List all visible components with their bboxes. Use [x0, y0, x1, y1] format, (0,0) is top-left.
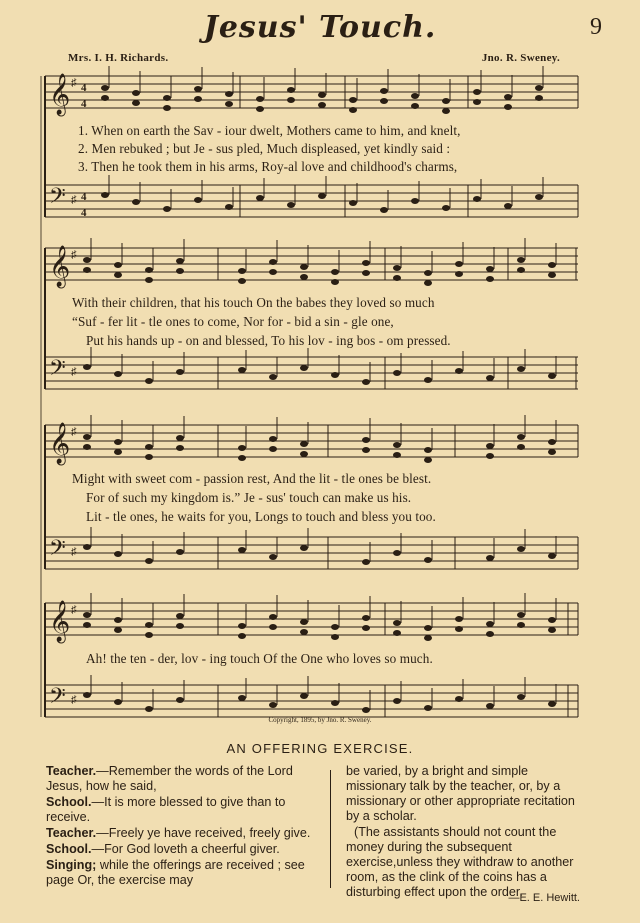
note-head	[504, 203, 512, 209]
note-head	[362, 437, 370, 443]
note-head	[362, 447, 370, 453]
note-head	[269, 374, 277, 380]
exercise-text: —Freely ye have received, freely give.	[96, 826, 311, 840]
note-head	[238, 547, 246, 553]
exercise-left-column	[46, 764, 314, 889]
author-words: Mrs. I. H. Richards.	[68, 52, 169, 64]
note-head	[176, 435, 184, 441]
note-head	[83, 267, 91, 273]
exercise-line	[46, 826, 314, 841]
note-head	[349, 97, 357, 103]
note-head	[256, 96, 264, 102]
note-head	[101, 192, 109, 198]
note-head	[331, 634, 339, 640]
note-head	[548, 701, 556, 707]
note-head	[176, 549, 184, 555]
speaker-label: Singing;	[46, 858, 97, 872]
note-head	[362, 625, 370, 631]
note-head	[517, 366, 525, 372]
lyric-line: 2. Men rebuked ; but Je - sus pled, Much displeased, yet kindly said :	[78, 141, 451, 156]
note-head	[535, 194, 543, 200]
page-number: 9	[590, 14, 602, 40]
exercise-text: —For God loveth a cheerful giver.	[91, 842, 280, 856]
lyric-line: 3. Then he took them in his arms, Roy-al love and childhood's charms,	[78, 159, 458, 174]
note-head	[194, 86, 202, 92]
note-head	[548, 553, 556, 559]
note-head	[145, 267, 153, 273]
note-head	[517, 257, 525, 263]
note-head	[238, 367, 246, 373]
note-head	[176, 613, 184, 619]
note-head	[424, 557, 432, 563]
note-head	[424, 447, 432, 453]
bass-clef-icon: 𝄢	[49, 536, 66, 566]
note-head	[194, 96, 202, 102]
note-head	[331, 279, 339, 285]
note-head	[83, 622, 91, 628]
treble-clef-icon: 𝄞	[49, 601, 71, 642]
note-head	[517, 622, 525, 628]
note-head	[424, 457, 432, 463]
note-head	[486, 555, 494, 561]
note-head	[176, 445, 184, 451]
signature: —E. E. Hewitt.	[508, 892, 580, 904]
note-head	[83, 444, 91, 450]
note-head	[114, 439, 122, 445]
note-head	[176, 623, 184, 629]
bass-clef-icon: 𝄢	[49, 184, 66, 214]
note-head	[300, 629, 308, 635]
time-signature: 4	[81, 82, 87, 94]
note-head	[517, 444, 525, 450]
note-head	[145, 444, 153, 450]
note-head	[424, 705, 432, 711]
note-head	[473, 196, 481, 202]
note-head	[114, 551, 122, 557]
note-head	[331, 624, 339, 630]
note-head	[486, 375, 494, 381]
note-head	[393, 452, 401, 458]
note-head	[349, 200, 357, 206]
note-head	[145, 632, 153, 638]
note-head	[269, 702, 277, 708]
note-head	[176, 697, 184, 703]
note-head	[455, 368, 463, 374]
note-head	[393, 442, 401, 448]
note-head	[548, 627, 556, 633]
note-head	[455, 626, 463, 632]
note-head	[101, 85, 109, 91]
note-head	[287, 97, 295, 103]
note-head	[300, 441, 308, 447]
note-head	[318, 102, 326, 108]
note-head	[393, 550, 401, 556]
note-head	[411, 93, 419, 99]
note-head	[331, 372, 339, 378]
note-head	[331, 700, 339, 706]
note-head	[486, 631, 494, 637]
note-head	[83, 692, 91, 698]
exercise-paragraph: (The assistants should not count the money during the subsequent exercise,unless they withdraw to another room, as the clink of the coins has a disturbing effect upon the order.	[346, 825, 574, 899]
note-head	[535, 85, 543, 91]
note-head	[300, 264, 308, 270]
note-head	[424, 270, 432, 276]
note-head	[380, 98, 388, 104]
note-head	[548, 373, 556, 379]
note-head	[145, 378, 153, 384]
note-head	[269, 446, 277, 452]
sharp-icon: ♯	[71, 546, 77, 558]
exercise-line	[46, 795, 314, 825]
note-head	[548, 449, 556, 455]
note-head	[411, 103, 419, 109]
exercise-line	[46, 764, 314, 794]
note-head	[486, 443, 494, 449]
note-head	[114, 627, 122, 633]
note-head	[517, 612, 525, 618]
note-head	[132, 90, 140, 96]
note-head	[380, 207, 388, 213]
treble-clef-icon: 𝄞	[49, 246, 71, 287]
note-head	[300, 451, 308, 457]
note-head	[163, 95, 171, 101]
note-head	[114, 449, 122, 455]
note-head	[145, 454, 153, 460]
note-head	[455, 261, 463, 267]
note-head	[455, 271, 463, 277]
note-head	[269, 554, 277, 560]
exercise-text: —Remember the words of the Lord Jesus, how he said,	[46, 764, 293, 793]
note-head	[517, 546, 525, 552]
note-head	[349, 107, 357, 113]
note-head	[238, 633, 246, 639]
bass-clef-icon: 𝄢	[49, 684, 66, 714]
note-head	[83, 544, 91, 550]
bass-clef-icon: 𝄢	[49, 356, 66, 386]
lyric-line: Ah! the ten - der, lov - ing touch Of the One who loves so much.	[86, 651, 433, 666]
lyric-line: 1. When on earth the Sav - iour dwelt, Mothers came to him, and knelt,	[78, 123, 461, 138]
speaker-label: Teacher.	[46, 764, 97, 778]
note-head	[517, 434, 525, 440]
note-head	[176, 369, 184, 375]
time-signature: 4	[81, 207, 87, 219]
note-head	[163, 105, 171, 111]
exercise-text: while the offerings are received ; see page Or, the exercise may	[46, 858, 305, 887]
note-head	[486, 276, 494, 282]
exercise-line	[46, 842, 314, 857]
note-head	[473, 89, 481, 95]
lyric-line: For of such my kingdom is.” Je - sus' touch can make us his.	[86, 490, 412, 505]
sharp-icon: ♯	[71, 249, 77, 261]
author-music: Jno. R. Sweney.	[481, 52, 560, 64]
note-head	[300, 545, 308, 551]
note-head	[424, 625, 432, 631]
note-head	[238, 445, 246, 451]
note-head	[455, 616, 463, 622]
column-divider	[330, 770, 331, 888]
note-head	[486, 703, 494, 709]
note-head	[535, 95, 543, 101]
note-head	[287, 202, 295, 208]
note-head	[393, 620, 401, 626]
time-signature: 4	[81, 98, 87, 110]
lyric-line: With their children, that his touch On the babes they loved so much	[72, 295, 435, 310]
speaker-label: School.	[46, 795, 92, 809]
note-head	[486, 266, 494, 272]
note-head	[256, 195, 264, 201]
note-head	[393, 265, 401, 271]
note-head	[318, 193, 326, 199]
note-head	[300, 693, 308, 699]
note-head	[145, 558, 153, 564]
note-head	[331, 269, 339, 275]
note-head	[424, 280, 432, 286]
note-head	[362, 379, 370, 385]
exercise-line	[46, 858, 314, 888]
note-head	[442, 108, 450, 114]
note-head	[225, 91, 233, 97]
lyric-line: Lit - tle ones, he waits for you, Longs to touch and bless you too.	[86, 509, 436, 524]
note-head	[362, 260, 370, 266]
lyric-line: “Suf - fer lit - tle ones to come, Nor for - bid a sin - gle one,	[72, 314, 394, 329]
note-head	[132, 100, 140, 106]
note-head	[269, 259, 277, 265]
speaker-label: Teacher.	[46, 826, 97, 840]
note-head	[145, 622, 153, 628]
copyright-line: Copyright, 1895, by Jno. R. Sweney.	[268, 716, 372, 724]
note-head	[145, 706, 153, 712]
note-head	[486, 453, 494, 459]
note-head	[548, 617, 556, 623]
note-head	[176, 268, 184, 274]
note-head	[362, 559, 370, 565]
note-head	[132, 199, 140, 205]
note-head	[393, 698, 401, 704]
note-head	[393, 370, 401, 376]
speaker-label: School.	[46, 842, 92, 856]
note-head	[269, 436, 277, 442]
note-head	[548, 262, 556, 268]
exercise-right-column	[346, 764, 582, 901]
note-head	[548, 272, 556, 278]
note-head	[300, 365, 308, 371]
note-head	[238, 623, 246, 629]
note-head	[455, 696, 463, 702]
note-head	[225, 101, 233, 107]
sharp-icon: ♯	[71, 694, 77, 706]
note-head	[517, 694, 525, 700]
sharp-icon: ♯	[71, 194, 77, 206]
note-head	[318, 92, 326, 98]
note-head	[114, 262, 122, 268]
note-head	[393, 275, 401, 281]
note-head	[194, 197, 202, 203]
sharp-icon: ♯	[71, 366, 77, 378]
note-head	[269, 269, 277, 275]
note-head	[517, 267, 525, 273]
exercise-text: —It is more blessed to give than to receive.	[46, 795, 286, 824]
note-head	[269, 624, 277, 630]
note-head	[83, 434, 91, 440]
sharp-icon: ♯	[71, 426, 77, 438]
note-head	[362, 270, 370, 276]
note-head	[411, 198, 419, 204]
note-head	[238, 268, 246, 274]
note-head	[442, 98, 450, 104]
note-head	[114, 699, 122, 705]
note-head	[504, 94, 512, 100]
note-head	[238, 455, 246, 461]
note-head	[269, 614, 277, 620]
note-head	[114, 272, 122, 278]
note-head	[504, 104, 512, 110]
note-head	[256, 106, 264, 112]
note-head	[362, 615, 370, 621]
note-head	[238, 695, 246, 701]
note-head	[473, 99, 481, 105]
note-head	[238, 278, 246, 284]
lyric-line: Might with sweet com - passion rest, And the lit - tle ones be blest.	[72, 471, 432, 486]
note-head	[163, 206, 171, 212]
note-head	[225, 204, 233, 210]
note-head	[486, 621, 494, 627]
note-head	[424, 377, 432, 383]
note-head	[83, 612, 91, 618]
note-head	[362, 707, 370, 713]
sharp-icon: ♯	[71, 77, 77, 89]
note-head	[380, 88, 388, 94]
note-head	[176, 258, 184, 264]
note-head	[145, 277, 153, 283]
treble-clef-icon: 𝄞	[49, 74, 71, 115]
note-head	[287, 87, 295, 93]
note-head	[424, 635, 432, 641]
lyric-line: Put his hands up - on and blessed, To his lov - ing bos - om pressed.	[86, 333, 451, 348]
note-head	[83, 364, 91, 370]
time-signature: 4	[81, 191, 87, 203]
note-head	[83, 257, 91, 263]
note-head	[548, 439, 556, 445]
note-head	[393, 630, 401, 636]
note-head	[101, 95, 109, 101]
note-head	[300, 274, 308, 280]
note-head	[300, 619, 308, 625]
note-head	[114, 617, 122, 623]
exercise-paragraph: be varied, by a bright and simple missionary talk by the teacher, or, by a missionary or other appropriate recitation by a scholar.	[346, 764, 575, 823]
note-head	[114, 371, 122, 377]
treble-clef-icon: 𝄞	[49, 423, 71, 464]
hymn-title: Jesus' Touch.	[203, 10, 437, 45]
exercise-title: AN OFFERING EXERCISE.	[226, 741, 414, 756]
note-head	[442, 205, 450, 211]
sharp-icon: ♯	[71, 604, 77, 616]
